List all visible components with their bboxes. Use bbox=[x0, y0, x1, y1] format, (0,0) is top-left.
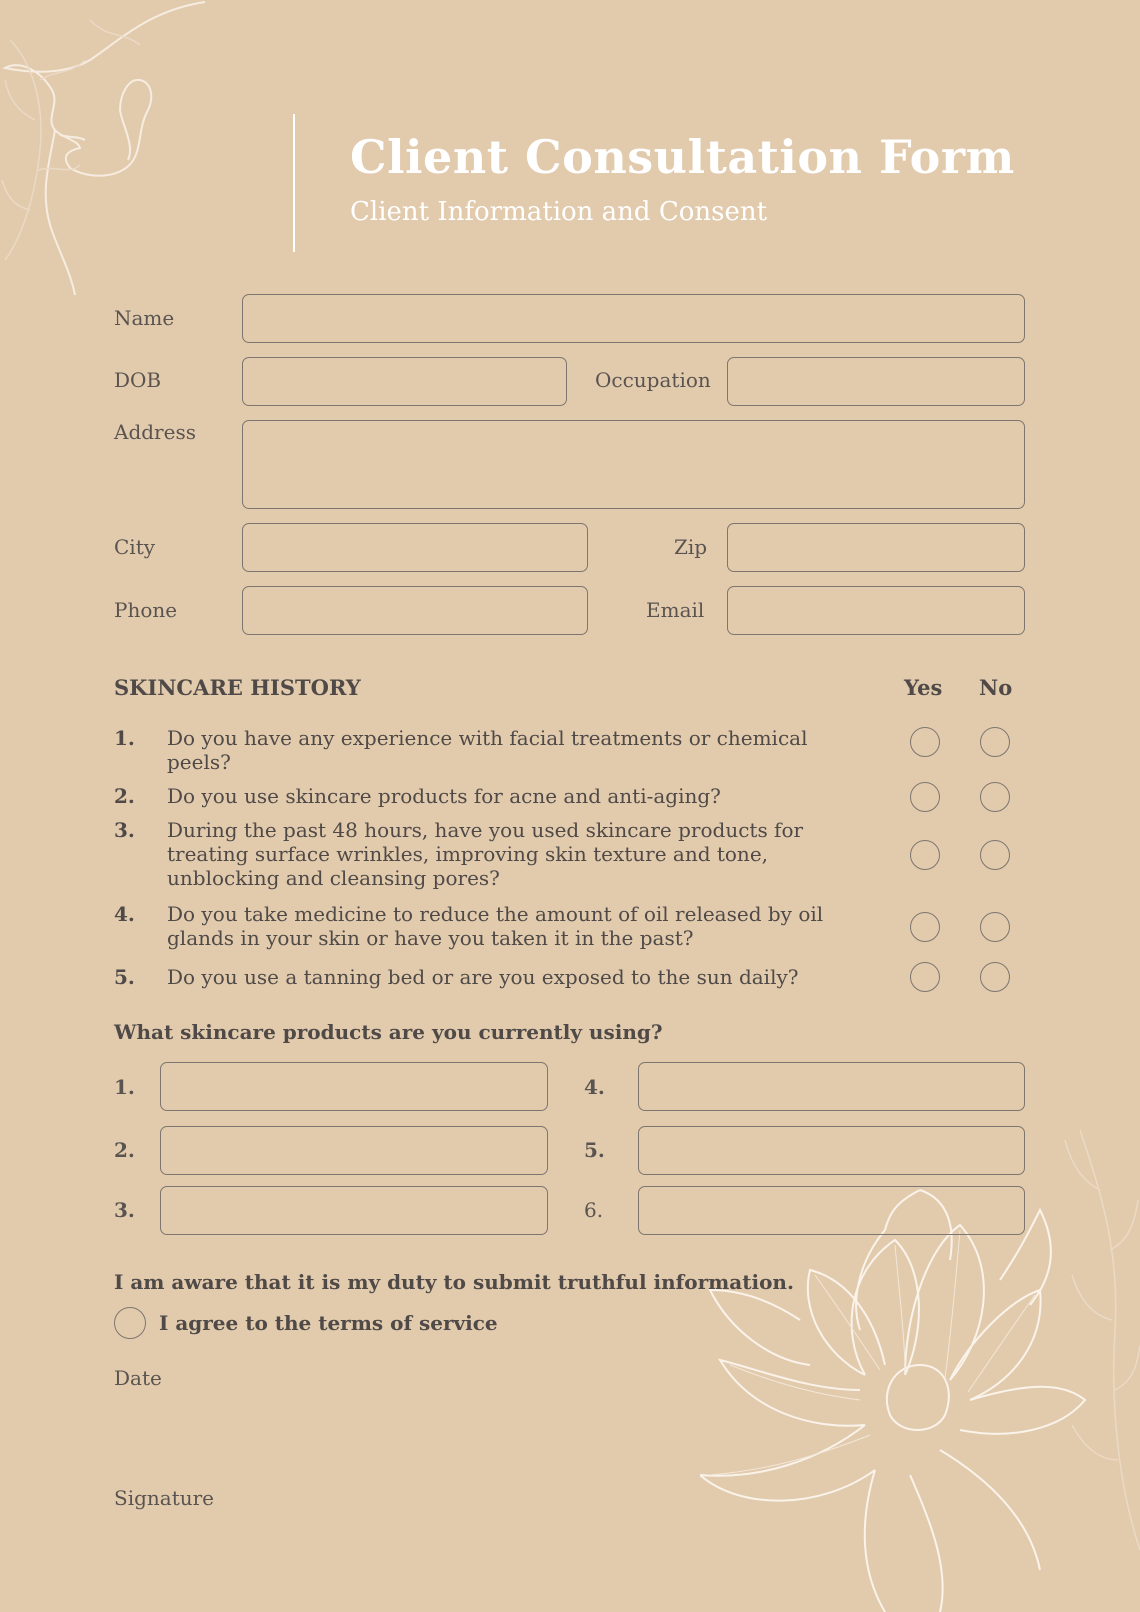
product-number: 3. bbox=[114, 1198, 135, 1222]
signature-label: Signature bbox=[114, 1486, 215, 1510]
email-field[interactable] bbox=[727, 586, 1025, 635]
product-number: 6. bbox=[584, 1198, 604, 1222]
page-title: Client Consultation Form bbox=[350, 130, 1015, 184]
truthful-statement: I am aware that it is my duty to submit truthful information. bbox=[114, 1270, 794, 1294]
question-text: Do you use skincare products for acne and anti-aging? bbox=[167, 784, 721, 808]
name-field[interactable] bbox=[242, 294, 1025, 343]
product-field-5[interactable] bbox=[638, 1126, 1025, 1175]
address-label: Address bbox=[114, 420, 196, 444]
q5-yes-radio[interactable] bbox=[910, 962, 940, 992]
no-column-label: No bbox=[979, 675, 1013, 700]
q5-no-radio[interactable] bbox=[980, 962, 1010, 992]
product-field-2[interactable] bbox=[160, 1126, 548, 1175]
product-number: 2. bbox=[114, 1138, 135, 1162]
phone-field[interactable] bbox=[242, 586, 588, 635]
q4-no-radio[interactable] bbox=[980, 912, 1010, 942]
occupation-label: Occupation bbox=[595, 368, 711, 392]
phone-label: Phone bbox=[114, 598, 178, 622]
face-line-art-decoration bbox=[0, 0, 220, 300]
dob-field[interactable] bbox=[242, 357, 567, 406]
product-number: 1. bbox=[114, 1075, 135, 1099]
address-field[interactable] bbox=[242, 420, 1025, 509]
product-field-1[interactable] bbox=[160, 1062, 548, 1111]
agree-terms-label: I agree to the terms of service bbox=[159, 1311, 498, 1335]
dob-label: DOB bbox=[114, 368, 162, 392]
product-field-3[interactable] bbox=[160, 1186, 548, 1235]
city-field[interactable] bbox=[242, 523, 588, 572]
zip-field[interactable] bbox=[727, 523, 1025, 572]
page-subtitle: Client Information and Consent bbox=[350, 197, 768, 227]
skincare-history-heading: SKINCARE HISTORY bbox=[114, 675, 361, 700]
product-number: 4. bbox=[584, 1075, 605, 1099]
city-label: City bbox=[114, 535, 156, 559]
question-number: 5. bbox=[114, 965, 135, 989]
question-number: 4. bbox=[114, 902, 135, 926]
question-text: Do you have any experience with facial treatments or chemical peels? bbox=[167, 726, 808, 774]
question-number: 3. bbox=[114, 818, 135, 842]
q1-yes-radio[interactable] bbox=[910, 727, 940, 757]
q2-yes-radio[interactable] bbox=[910, 782, 940, 812]
q3-yes-radio[interactable] bbox=[910, 840, 940, 870]
products-heading: What skincare products are you currently using? bbox=[114, 1020, 663, 1044]
header-divider bbox=[293, 114, 295, 252]
question-number: 1. bbox=[114, 726, 135, 750]
question-text: Do you take medicine to reduce the amount of oil released by oil glands in your skin or have you taken it in the past? bbox=[167, 902, 824, 950]
zip-label: Zip bbox=[674, 535, 708, 559]
occupation-field[interactable] bbox=[727, 357, 1025, 406]
yes-column-label: Yes bbox=[904, 675, 943, 700]
question-text: During the past 48 hours, have you used skincare products for treating surface wrinkles, improving skin texture and tone, unblocking and cleansing pores? bbox=[167, 818, 804, 890]
question-number: 2. bbox=[114, 784, 135, 808]
q4-yes-radio[interactable] bbox=[910, 912, 940, 942]
product-number: 5. bbox=[584, 1138, 605, 1162]
name-label: Name bbox=[114, 306, 175, 330]
q3-no-radio[interactable] bbox=[980, 840, 1010, 870]
agree-terms-radio[interactable] bbox=[114, 1307, 146, 1339]
product-field-6[interactable] bbox=[638, 1186, 1025, 1235]
q1-no-radio[interactable] bbox=[980, 727, 1010, 757]
date-label: Date bbox=[114, 1366, 162, 1390]
product-field-4[interactable] bbox=[638, 1062, 1025, 1111]
email-label: Email bbox=[646, 598, 705, 622]
question-text: Do you use a tanning bed or are you exposed to the sun daily? bbox=[167, 965, 799, 989]
q2-no-radio[interactable] bbox=[980, 782, 1010, 812]
